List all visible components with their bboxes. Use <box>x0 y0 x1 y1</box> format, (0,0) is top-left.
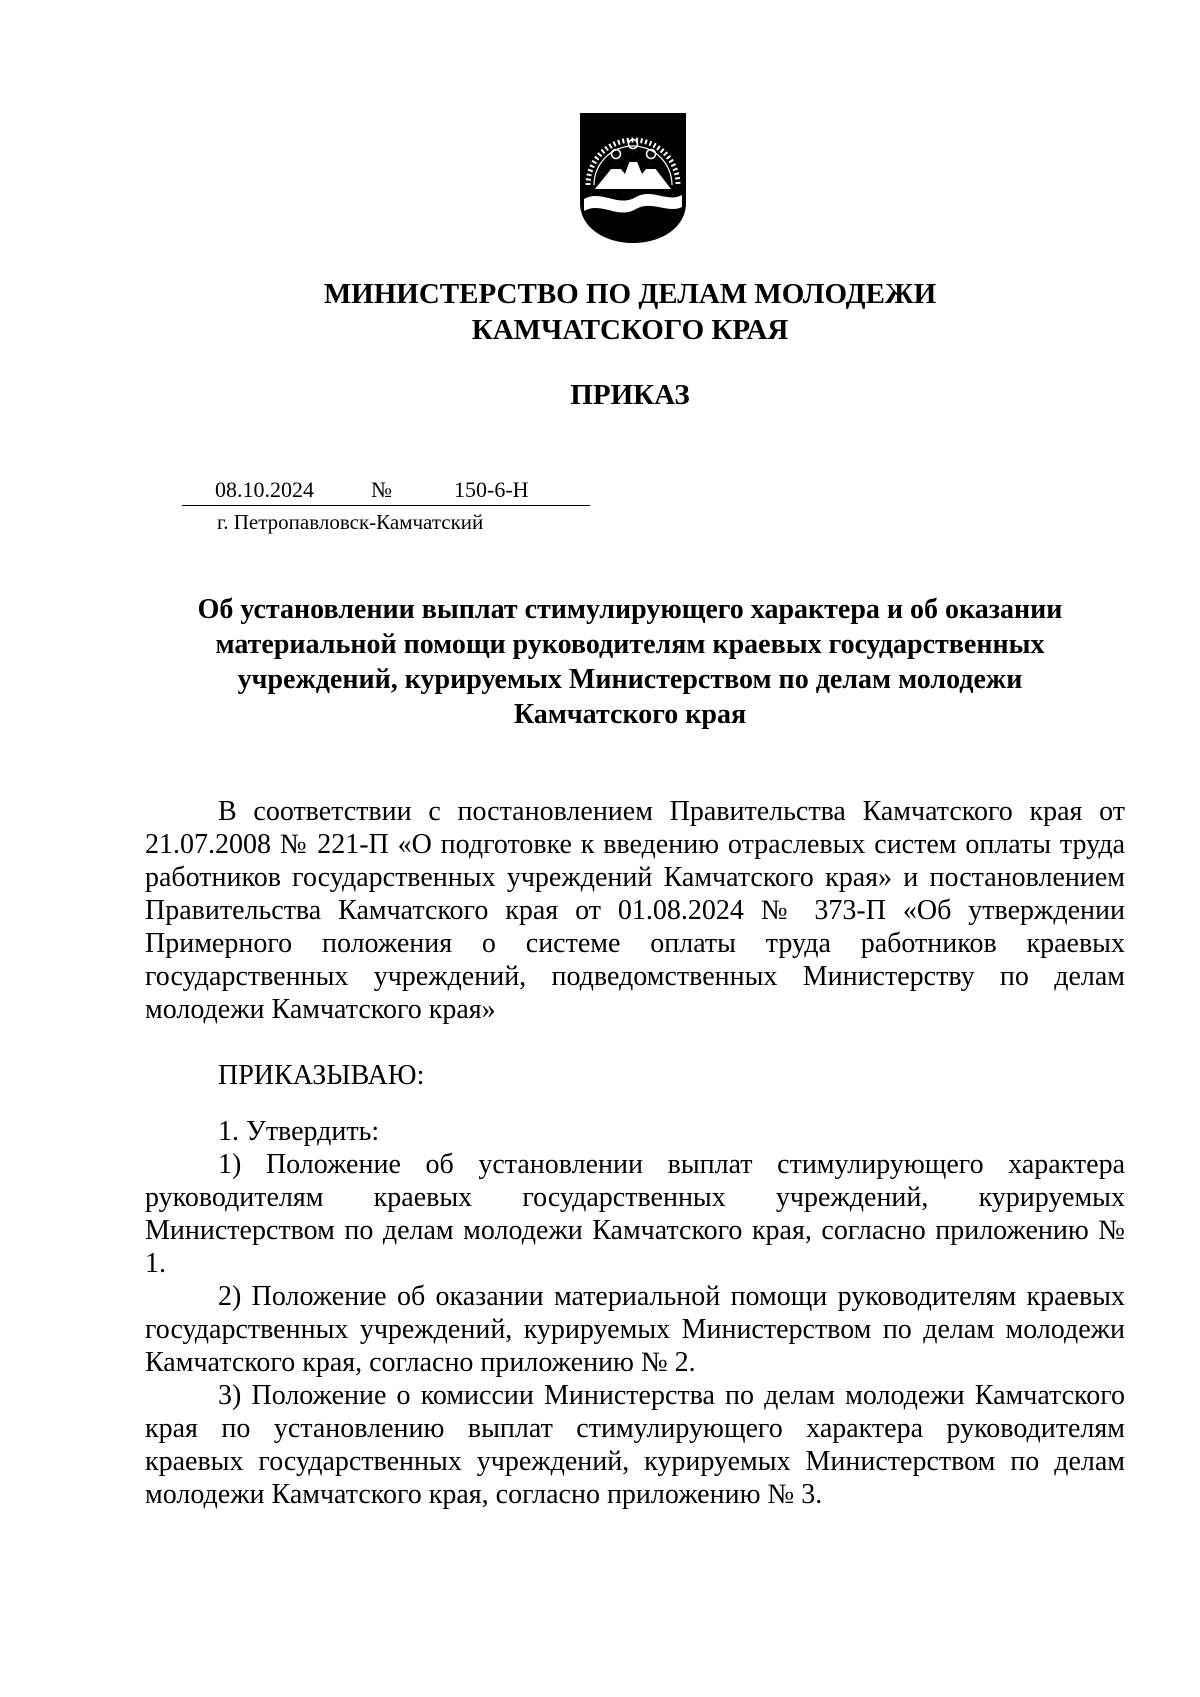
order-title <box>140 592 1120 732</box>
order-title-line1: Об установлении выплат стимулирующего характера и об оказании <box>197 594 1063 625</box>
registration-line <box>182 475 590 506</box>
order-title-line4: Камчатского края <box>513 699 747 730</box>
coat-of-arms-icon <box>578 111 688 245</box>
document-type: ПРИКАЗ <box>570 379 690 411</box>
order-title-line2: материальной помощи руководителям краевых государственных <box>215 629 1045 660</box>
preamble-paragraph: В соответствии с постановлением Правительства Камчатского края от 21.07.2008 № 221-П «О подготовке к введению отраслевых систем оплаты труда работников государственных учреждений Камчатского края» и постановлением Правительства Камчатского края от 01.08.2024 № 373-П «Об утверждении Примерного положения о системе оплаты труда работников краевых государственных учреждений, подведомственных Министерству по делам молодежи Камчатского края» <box>145 796 1125 1025</box>
order-body <box>145 795 1125 1511</box>
clause-1: 1. Утвердить: <box>218 1116 380 1147</box>
order-directive: ПРИКАЗЫВАЮ: <box>218 1060 425 1091</box>
ministry-name-line2: КАМЧАТСКОГО КРАЯ <box>471 314 789 346</box>
order-number: 150-6-Н <box>454 477 529 502</box>
number-sign: № <box>371 477 392 502</box>
ministry-name <box>0 276 1200 348</box>
subclause-3: 3) Положение о комиссии Министерства по делам молодежи Камчатского края по установлению выплат стимулирующего характера руководителям краевых государственных учреждений, курируемых Министерством по делам молодежи Камчатского края, согласно приложению № 3. <box>145 1380 1125 1510</box>
ministry-name-line1: МИНИСТЕРСТВО ПО ДЕЛАМ МОЛОДЕЖИ <box>323 278 937 310</box>
order-date: 08.10.2024 <box>215 477 314 502</box>
issue-city: г. Петропавловск-Камчатский <box>217 510 484 534</box>
subclause-2: 2) Положение об оказании материальной помощи руководителям краевых государственных учреждений, курируемых Министерством по делам молодежи Камчатского края, согласно приложению № 2. <box>145 1281 1125 1378</box>
order-title-line3: учреждений, курируемых Министерством по делам молодежи <box>237 664 1023 695</box>
subclause-1: 1) Положение об установлении выплат стимулирующего характера руководителям краевых государственных учреждений, курируемых Министерством по делам молодежи Камчатского края, согласно приложению № 1. <box>145 1149 1125 1279</box>
